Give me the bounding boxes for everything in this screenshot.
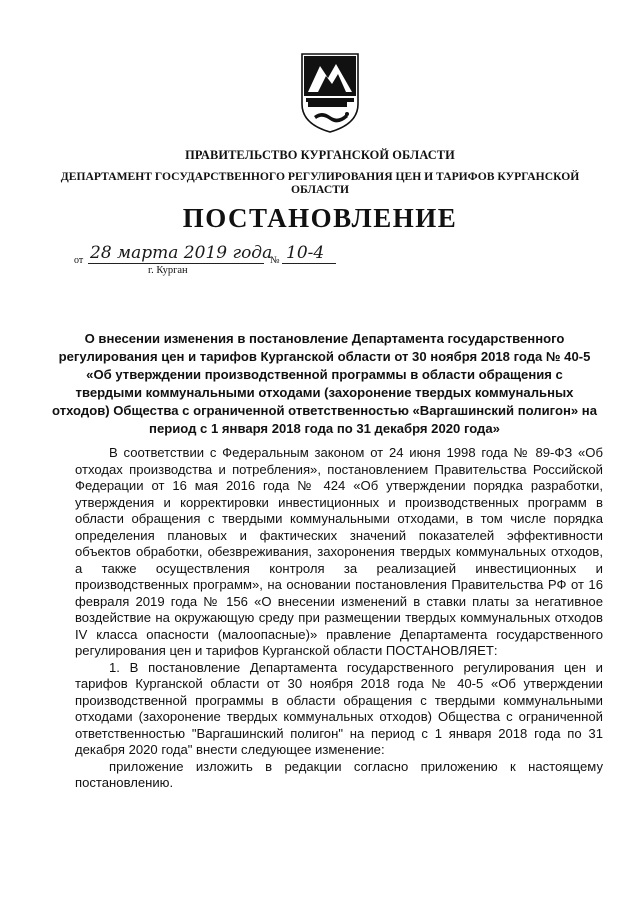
handwritten-date: 28 марта 2019 года bbox=[90, 243, 273, 263]
coat-of-arms-icon bbox=[300, 52, 360, 134]
number-label: № bbox=[270, 255, 280, 266]
body-paragraph-1: В соответствии с Федеральным законом от 24 июня 1998 года № 89-ФЗ «Об отходах производства и потребления», постановлением Правительства Российской Федерации от 16 мая 2016 года № 424 «Об утверждении порядка разработки, утверждения и корректировки инвестиционных и производственных программ в области обращения с твердыми коммунальными отходами, в том числе порядка определения плановых и фактических значений показателей эффективности объектов обработки, обезвреживания, захоронения твердых коммунальных отходов, а также осуществления контроля за реализацией инвестиционных и производственных программ», на основании постановления Правительства РФ от 16 февраля 2019 года № 156 «О внесении изменений в ставки платы за негативное воздействие на окружающую среду при размещении твердых коммунальных отходов IV класса опасности (малоопасные)» правление Департамента государственного регулирования цен и тарифов Курганской области ПОСТАНОВЛЯЕТ: bbox=[75, 445, 603, 658]
date-number-line bbox=[74, 243, 374, 267]
resolution-body bbox=[75, 445, 603, 792]
document-type-title: ПОСТАНОВЛЕНИЕ bbox=[182, 203, 458, 233]
body-paragraph-2: 1. В постановление Департамента государственного регулирования цен и тарифов Курганской области от 30 ноября 2018 года № 40-5 «Об утверждении производственной программы в области обращения с твердыми коммунальными отходами (захоронение твердых коммунальных отходов) Общества с ограниченной ответственностью "Варгашинский полигон" на период с 1 января 2018 года по 31 декабря 2020 года" внести следующее изменение: bbox=[75, 659, 603, 757]
handwritten-number: 10-4 bbox=[286, 243, 325, 263]
number-underline bbox=[282, 263, 336, 264]
date-underline bbox=[88, 263, 264, 264]
government-name: ПРАВИТЕЛЬСТВО КУРГАНСКОЙ ОБЛАСТИ bbox=[185, 148, 455, 162]
resolution-title: О внесении изменения в постановление Департамента государственного регулирования цен и тарифов Курганской области от 30 ноября 2018 года № 40-5 «Об утверждении производственной программы в области обращения с твердыми коммунальными отходами (захоронение твердых коммунальных отходов) Общества с ограниченной ответственностью «Варгашинский полигон» на период с 1 января 2018 года по 31 декабря 2020 года» bbox=[52, 331, 597, 436]
department-name: ДЕПАРТАМЕНТ ГОСУДАРСТВЕННОГО РЕГУЛИРОВАНИЯ ЦЕН И ТАРИФОВ КУРГАНСКОЙ ОБЛАСТИ bbox=[60, 170, 580, 196]
date-from-label: от bbox=[74, 255, 84, 266]
city-label: г. Курган bbox=[148, 265, 188, 276]
body-paragraph-3: приложение изложить в редакции согласно приложению к настоящему постановлению. bbox=[75, 758, 603, 790]
